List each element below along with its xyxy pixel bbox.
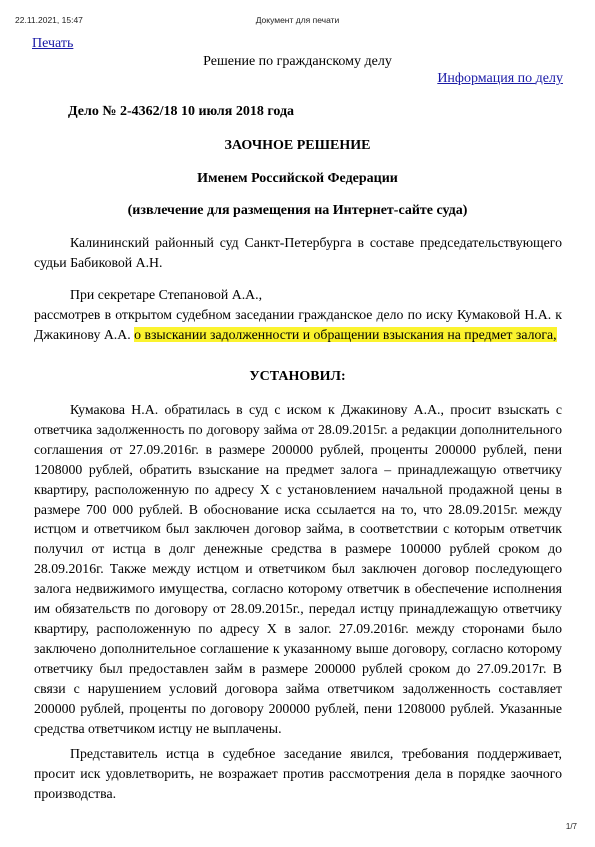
highlighted-claim-subject: о взыскании задолженности и обращении взыскания на предмет залога, bbox=[134, 326, 557, 342]
secretary-paragraph bbox=[34, 285, 562, 345]
secretary-case-text bbox=[34, 305, 562, 345]
case-number-line: Дело № 2-4362/18 10 июля 2018 года bbox=[68, 104, 295, 119]
case-info-link-prefix: Информация по bbox=[437, 71, 536, 86]
case-description: рассмотрев в открытом судебном заседании гражданское дело по иску Кумаковой Н.А. к Джакинову А.А. bbox=[34, 306, 562, 342]
page-number: 1/7 bbox=[565, 822, 577, 831]
print-link[interactable]: Печать bbox=[32, 36, 74, 51]
document-caption: Решение по гражданскому делу bbox=[203, 54, 392, 69]
representative-paragraph: Представитель истца в судебное заседание явился, требования поддерживает, просит иск удовлетворить, не возражает против рассмотрения дела в порядке заочного производства. bbox=[34, 746, 562, 801]
extract-note: (извлечение для размещения на Интернет-сайте суда) bbox=[127, 203, 468, 218]
print-datetime: 22.11.2021, 15:47 bbox=[15, 15, 83, 25]
claim-paragraph: Кумакова Н.А. обратилась в суд с иском к Джакинову А.А., просит взыскать с ответчика задолженность по договору займа от 28.09.2015г. а редакции дополнительного соглашения от 27.09.2016г. в размере 200000 рублей, проценты 200000 рублей, пени 1208000 рублей, обратить взыскание на предмет залога – принадлежащую ответчику квартиру, расположенную по адресу Х с установлением начальной продажной цены в размере 700 000 рублей. В обоснование иска ссылается на то, что 28.09.2015г. между истцом и ответчиком был заключен договор займа, в соответствии с которым ответчик получил от истца в долг денежные средства в размере 100000 рублей сроком до 28.09.2016г. Также между истцом и ответчиком был заключен договор последующего залога недвижимого имущества, согласно которому ответчик в обеспечение исполнения им обязательств по договору от 28.09.2015г., передал истцу принадлежащую ответчику квартиру, расположенную по адресу Х в залог. 27.09.2016г. между сторонами было заключено дополнительное соглашение к указанному выше договору, согласно которому ответчику был предоставлен займ в размере 200000 рублей сроком до 27.09.2017г. В связи с нарушением условий договора займа ответчиком задолженность составляет 200000 рублей, проценты по договору 200000 рублей, пени 1208000 рублей. Указанные средства ответчиком истцу не выплачены. bbox=[34, 402, 562, 736]
court-paragraph: Калининский районный суд Санкт-Петербурга в составе председательствующего судьи Бабиковой А.Н. bbox=[34, 235, 562, 270]
print-page-title: Документ для печати bbox=[255, 15, 340, 25]
decision-heading: ЗАОЧНОЕ РЕШЕНИЕ bbox=[224, 138, 371, 153]
in-the-name-line: Именем Российской Федерации bbox=[197, 171, 398, 186]
secretary-line: При секретаре Степановой А.А., bbox=[70, 287, 263, 302]
case-info-link[interactable] bbox=[437, 71, 563, 87]
case-info-link-suffix: делу bbox=[535, 71, 563, 86]
established-heading: УСТАНОВИЛ: bbox=[249, 369, 346, 384]
